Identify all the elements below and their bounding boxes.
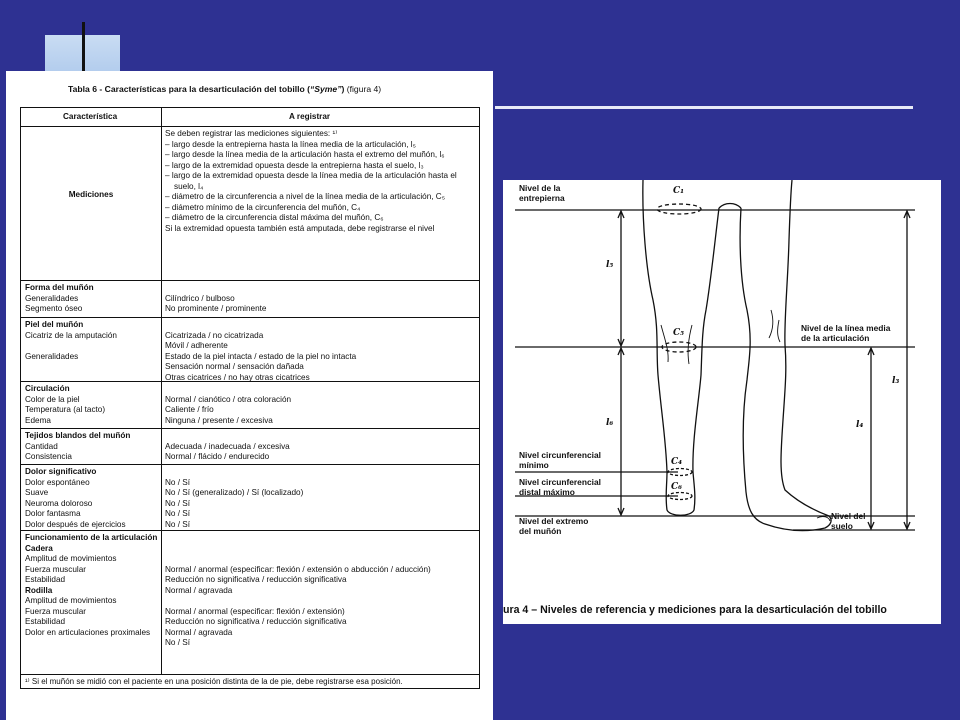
measure-l4: l₄ (856, 420, 864, 430)
measure-l5: l₅ (606, 260, 614, 270)
row-forma-munon: Forma del muñón Generalidades Segmento óseo Cilíndrico / bulboso No prominente / prominente (21, 281, 479, 318)
label-entrepierna: Nivel de la entrepierna (519, 183, 565, 203)
header-a-registrar: A registrar (289, 112, 331, 121)
table-page (6, 71, 493, 720)
decorative-horizontal-line (495, 106, 913, 109)
row-mediciones: Mediciones Se deben registrar las mediciones siguientes: ¹⁾ – largo desde la entrepierna hasta la línea media de la articulación, l₅ – largo desde la línea media de la articulación hasta el extremo del muñón, l₆ – largo de la extremidad opuesta desde la entrepierna hasta el suelo, l₃ – largo de la extremidad opuesta desde la línea media de la articulación hasta el suelo, l₄ – diámetro de la circunferencia a nivel de la línea media de la articulación, C₅ – diámetro mínimo de la circunferencia del muñón, C₄ – diámetro de la circunferencia distal máxima del muñón, C₆ Si la extremidad opuesta también está amputada, debe registrarse el nivel (21, 127, 479, 281)
mediciones-list: Se deben registrar las mediciones siguientes: ¹⁾ – largo desde la entrepierna hasta la línea media de la articulación, l₅ – largo desde la línea media de la articulación hasta el extremo del muñón, l₆ – largo de la extremidad opuesta desde la entrepierna hasta el suelo, l₃ – largo de la extremidad opuesta desde la línea media de la articulación hasta el suelo, l₄ – diámetro de la circunferencia a nivel de la línea media de la articulación, C₅ – diámetro mínimo de la circunferencia del muñón, C₄ – diámetro de la circunferencia distal máxima del muñón, C₆ Si la extremidad opuesta también está amputada, debe registrarse el nivel (165, 129, 457, 233)
label-extremo-munon: Nivel del extremo del muñón (519, 516, 589, 536)
table-title: Tabla 6 - Características para la desarticulación del tobillo (“Syme”) (figura 4) (68, 84, 382, 94)
table-footnote: ¹⁾ Si el muñón se midió con el paciente en una posición distinta de la de pie, debe registrarse esa posición. (20, 675, 480, 689)
measure-l6: l₆ (606, 418, 614, 428)
row-tejidos-blandos: Tejidos blandos del muñón Cantidad Consistencia Adecuada / inadecuada / excesiva Normal / flácido / endurecido (21, 429, 479, 465)
row-funcionamiento-articulacion: Funcionamiento de la articulación Cadera Amplitud de movimientos Fuerza muscular Estabilidad Rodilla Amplitud de movimientos Fuerza muscular Estabilidad Dolor en articulaciones proximales Normal / anormal (especificar: flexión / extensión o abducción / aducción) Reducción no significativa / reducción significativa Normal / agravada Normal / anormal (especificar: flexión / extensión) Reducción no significativa / reducción significativa Normal / agravada No / Sí (25, 533, 431, 647)
label-circunferencial-minimo: Nivel circunferencial mínimo (519, 450, 601, 470)
sound-leg-outline (740, 180, 831, 531)
characteristics-table (20, 107, 480, 675)
table-header (21, 108, 479, 127)
measure-c1: C₁ (673, 186, 685, 196)
row-circulacion: Circulación Color de la piel Temperatura (al tacto) Edema Normal / cianótico / otra coloración Caliente / frío Ninguna / presente / excesiva (21, 382, 479, 429)
label-suelo: Nivel del suelo (831, 511, 866, 531)
row-dolor-significativo: Dolor significativo Dolor espontáneo Suave Neuroma doloroso Dolor fantasma Dolor después de ejercicios No / Sí No / Sí (generalizado) / Sí (localizado) No / Sí No / Sí No / Sí (21, 465, 479, 531)
header-caracteristica: Característica (63, 112, 118, 121)
measure-l3: l₃ (892, 376, 900, 386)
row-piel-munon: Piel del muñón Cicatriz de la amputación Generalidades Cicatrizada / no cicatrizada Móvil / adherente Estado de la piel intacta / estado de la piel no intacta Sensación normal / sensación dañada Otras cicatrices / no hay otras cicatrices (21, 318, 479, 382)
label-circunferencial-distal: Nivel circunferencial distal máximo (519, 477, 601, 497)
crotch-outline (719, 204, 741, 209)
measure-c6: C₆ (671, 482, 683, 492)
legs-diagram (503, 180, 941, 624)
figure-caption: ura 4 – Niveles de referencia y mediciones para la desarticulación del tobillo (503, 604, 887, 616)
label-linea-media: Nivel de la línea media de la articulación (801, 323, 891, 343)
figure-page (503, 180, 941, 624)
measure-c4: C₄ (671, 457, 683, 467)
measure-c5: C₅ (673, 328, 685, 338)
